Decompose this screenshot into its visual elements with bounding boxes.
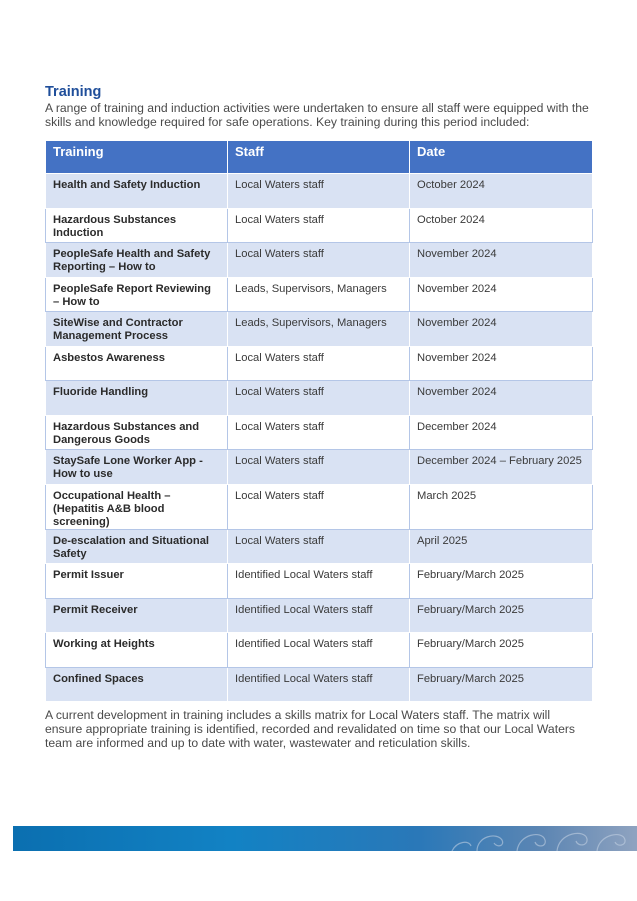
cell-staff: Local Waters staff (228, 208, 410, 243)
cell-staff: Leads, Supervisors, Managers (228, 312, 410, 347)
outro-paragraph: A current development in training includes a skills matrix for Local Waters staff. The matrix will ensure appropriate training is identified, recorded and revalidated on time so that our Local Waters team are informed and up to date with water, wastewater and reticulation skills. (45, 708, 576, 750)
training-table (45, 140, 593, 702)
cell-date: December 2024 – February 2025 (410, 450, 593, 485)
cell-training: Permit Issuer (46, 564, 228, 599)
table-row (46, 529, 593, 564)
cell-staff: Local Waters staff (228, 529, 410, 564)
intro-paragraph: A range of training and induction activities were undertaken to ensure all staff were equipped with the skills and knowledge required for safe operations. Key training during this period included: (45, 101, 589, 129)
header-training: Training (46, 141, 228, 174)
table-row (46, 450, 593, 485)
table-row (46, 633, 593, 668)
cell-staff: Local Waters staff (228, 346, 410, 381)
table-row (46, 277, 593, 312)
header-date: Date (410, 141, 593, 174)
cell-training: Hazardous Substances and Dangerous Goods (46, 415, 228, 450)
cell-training: Health and Safety Induction (46, 174, 228, 209)
cell-date: February/March 2025 (410, 667, 593, 702)
cell-staff: Local Waters staff (228, 415, 410, 450)
cell-date: March 2025 (410, 484, 593, 529)
table-row (46, 312, 593, 347)
table-row (46, 208, 593, 243)
header-staff: Staff (228, 141, 410, 174)
table-row (46, 346, 593, 381)
cell-training: PeopleSafe Report Reviewing – How to (46, 277, 228, 312)
footer-band (13, 826, 637, 851)
cell-staff: Leads, Supervisors, Managers (228, 277, 410, 312)
cell-training: Fluoride Handling (46, 381, 228, 416)
cell-date: February/March 2025 (410, 564, 593, 599)
cell-training: Occupational Health – (Hepatitis A&B blood screening) (46, 484, 228, 529)
cell-date: October 2024 (410, 208, 593, 243)
cell-date: April 2025 (410, 529, 593, 564)
table-header-row (46, 141, 593, 174)
cell-training: Confined Spaces (46, 667, 228, 702)
koru-pattern-icon (447, 826, 637, 851)
cell-date: February/March 2025 (410, 598, 593, 633)
cell-training: Hazardous Substances Induction (46, 208, 228, 243)
cell-date: November 2024 (410, 312, 593, 347)
cell-training: PeopleSafe Health and Safety Reporting – How to (46, 243, 228, 278)
table-row (46, 381, 593, 416)
cell-date: November 2024 (410, 243, 593, 278)
table-row (46, 484, 593, 529)
cell-training: Working at Heights (46, 633, 228, 668)
cell-date: October 2024 (410, 174, 593, 209)
cell-staff: Local Waters staff (228, 484, 410, 529)
section-heading: Training (45, 84, 102, 100)
cell-training: Asbestos Awareness (46, 346, 228, 381)
cell-date: December 2024 (410, 415, 593, 450)
cell-training: De-escalation and Situational Safety (46, 529, 228, 564)
cell-date: November 2024 (410, 381, 593, 416)
cell-training: SiteWise and Contractor Management Process (46, 312, 228, 347)
cell-staff: Identified Local Waters staff (228, 667, 410, 702)
table-row (46, 564, 593, 599)
cell-staff: Local Waters staff (228, 450, 410, 485)
cell-staff: Local Waters staff (228, 174, 410, 209)
cell-training: StaySafe Lone Worker App - How to use (46, 450, 228, 485)
cell-staff: Identified Local Waters staff (228, 598, 410, 633)
cell-date: November 2024 (410, 277, 593, 312)
table-row (46, 415, 593, 450)
cell-staff: Identified Local Waters staff (228, 564, 410, 599)
cell-training: Permit Receiver (46, 598, 228, 633)
cell-date: February/March 2025 (410, 633, 593, 668)
cell-date: November 2024 (410, 346, 593, 381)
cell-staff: Local Waters staff (228, 381, 410, 416)
table-row (46, 174, 593, 209)
table-row (46, 667, 593, 702)
cell-staff: Identified Local Waters staff (228, 633, 410, 668)
cell-staff: Local Waters staff (228, 243, 410, 278)
table-row (46, 243, 593, 278)
table-row (46, 598, 593, 633)
